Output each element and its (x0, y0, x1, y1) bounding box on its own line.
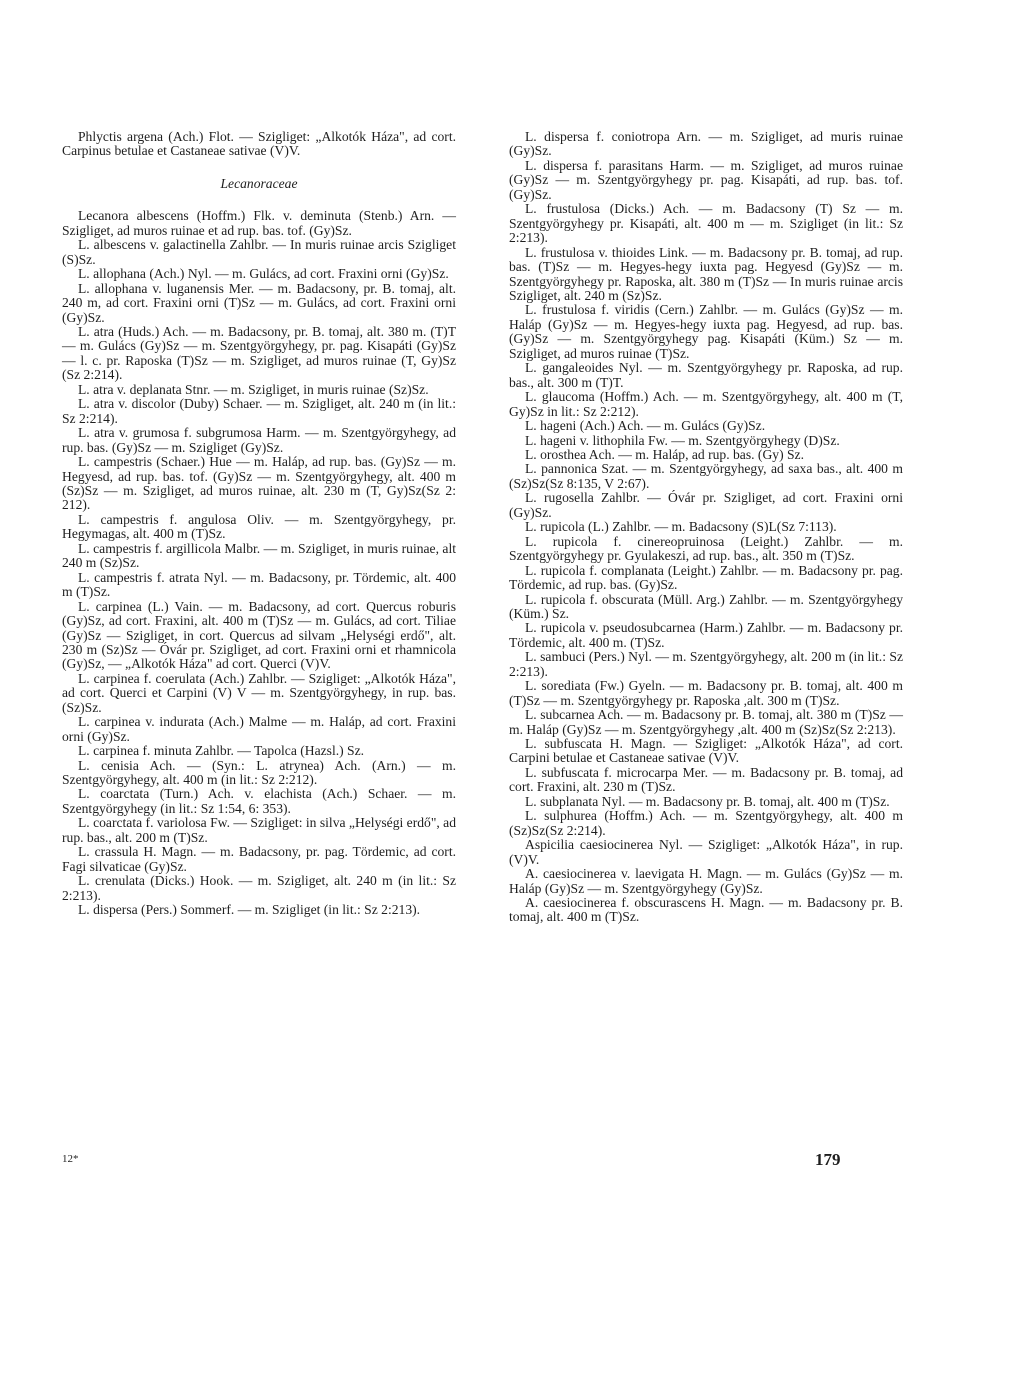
species-entry: Lecanora albescens (Hoffm.) Flk. v. deminuta (Stenb.) Arn. — Szigliget, ad muros ruinae et ad rup. bas. tof. (Gy)Sz. (62, 208, 456, 238)
species-entry: L. rupicola v. pseudosubcarnea (Harm.) Zahlbr. — m. Badacsony pr. Tördemic, alt. 400 m. (T)Sz. (509, 620, 903, 650)
species-entry: L. atra v. grumosa f. subgrumosa Harm. — m. Szentgyörgyhegy, ad rup. bas. (Gy)Sz — m. Szigliget (Gy)Sz. (62, 425, 456, 455)
species-entry: L. rupicola f. cinereopruinosa (Leight.) Zahlbr. — m. Szentgyörgyhegy pr. Gyulakeszi, ad rup. bas., alt. 350 m (T)Sz. (509, 533, 903, 564)
species-entry: L. frustulosa v. thioides Link. — m. Badacsony pr. B. tomaj, ad rup. bas. (T)Sz — m. Hegyes-hegy iuxta pag. Hegyesd (Gy)Sz — m. Szentgyörgyhegy pr. Raposka, alt. 380 m (T)Sz — In muris ruinae arcis Szigliget, alt. 240 m (Sz)Sz. (509, 244, 903, 303)
species-entry: L. crenulata (Dicks.) Hook. — m. Szigliget, alt. 240 m (in lit.: Sz 2:213). (62, 873, 456, 903)
right-entry-list (509, 130, 903, 925)
species-entry: A. caesiocinerea f. obscurascens H. Magn. — m. Badacsony pr. B. tomaj, alt. 400 m (T)Sz. (509, 895, 903, 925)
page-number: 179 (815, 1150, 841, 1169)
species-entry: Aspicilia caesiocinerea Nyl. — Szigliget: „Alkotók Háza", in rup. (V)V. (509, 837, 903, 867)
species-entry: L. hageni v. lithophila Fw. — m. Szentgyörgyhegy (D)Sz. (525, 432, 840, 448)
species-entry: L. rupicola f. obscurata (Müll. Arg.) Zahlbr. — m. Szentgyörgyhegy (Küm.) Sz. (509, 591, 903, 621)
species-entry: L. cenisia Ach. — (Syn.: L. atrynea) Ach. (Arn.) — m. Szentgyörgyhegy, alt. 400 m (in lit.: Sz 2:212). (62, 757, 456, 788)
section-heading: Lecanoraceae (220, 175, 298, 191)
species-entry: L. dispersa f. coniotropa Arn. — m. Szigliget, ad muris ruinae (Gy)Sz. (509, 129, 903, 159)
species-entry: L. frustulosa (Dicks.) Ach. — m. Badacsony (T) Sz — m. Szentgyörgyhegy pr. Kisapáti, alt. 400 m — m. Szigliget (in lit.: Sz 2:213). (509, 201, 903, 246)
species-entry: L. sulphurea (Hoffm.) Ach. — m. Szentgyörgyhegy, alt. 400 m (Sz)Sz(Sz 2:214). (509, 808, 903, 838)
species-entry: L. dispersa (Pers.) Sommerf. — m. Szigliget (in lit.: Sz 2:213). (78, 902, 421, 918)
species-entry: L. sambuci (Pers.) Nyl. — m. Szentgyörgyhegy, alt. 200 m (in lit.: Sz 2:213). (509, 649, 903, 679)
species-entry: L. sorediata (Fw.) Gyeln. — m. Badacsony pr. B. tomaj, alt. 400 m (T)Sz — m. Szentgyörgyhegy pr. Raposka ,alt. 300 m (T)Sz. (509, 678, 903, 708)
left-entry-list (62, 209, 456, 917)
species-entry: L. allophana (Ach.) Nyl. — m. Gulács, ad cort. Fraxini orni (Gy)Sz. (78, 266, 449, 282)
species-entry: L. subplanata Nyl. — m. Badacsony pr. B. tomaj, alt. 400 m (T)Sz. (525, 793, 890, 809)
species-entry: L. campestris (Schaer.) Hue — m. Haláp, ad rup. bas. (Gy)Sz — m. Hegyesd, ad rup. bas. tof. (Gy)Sz — m. Szentgyörgyhegy, alt. 400 m (Sz)Sz — m. Szigliget, ad muros ruinae, alt. 230 m (T, Gy)Sz(Sz 2: 212). (62, 454, 456, 513)
species-entry: L. frustulosa f. viridis (Cern.) Zahlbr. — m. Gulács (Gy)Sz — m. Haláp (Gy)Sz — m. Hegyes-hegy iuxta pag. Hegyesd, ad rup. bas. (Gy)Sz — m. Szentgyörgyhegy pag. Kisapáti (Küm.) Sz — m. Szigliget, ad muros ruinae (T)Sz. (509, 302, 903, 361)
species-entry: L. carpinea f. minuta Zahlbr. — Tapolca (Hazsl.) Sz. (78, 743, 365, 759)
species-entry: L. orosthea Ach. — m. Haláp, ad rup. bas. (Gy) Sz. (525, 446, 804, 462)
species-entry: L. atra (Huds.) Ach. — m. Badacsony, pr. B. tomaj, alt. 380 m. (T)T — m. Gulács (Gy)Sz — m. Szentgyörgyhegy, pr. pag. Kisapáti (Gy)Sz — l. c. pr. Raposka (T)Sz — m. Szigliget, ad muros ruinae (T, Gy)Sz (Sz 2:214). (62, 323, 456, 383)
species-entry: L. subcarnea Ach. — m. Badacsony pr. B. tomaj, alt. 380 m (T)Sz — m. Haláp (Gy)Sz — m. Szentgyörgyhegy ,alt. 400 m (Sz)Sz(Sz 2:213). (509, 707, 903, 737)
species-entry: L. coarctata f. variolosa Fw. — Szigliget: in silva „Helységi erdő", ad rup. bas., alt. 200 m (T)Sz. (62, 815, 457, 845)
species-entry: L. atra v. discolor (Duby) Schaer. — m. Szigliget, alt. 240 m (in lit.: Sz 2:214). (62, 396, 456, 426)
species-entry: L. rupicola f. complanata (Leight.) Zahlbr. — m. Badacsony pr. pag. Tördemic, ad rup. bas. (Gy)Sz. (509, 562, 903, 593)
species-entry: L. albescens v. galactinella Zahlbr. — In muris ruinae arcis Szigliget (S)Sz. (62, 237, 456, 267)
species-entry: L. gangaleoides Nyl. — m. Szentgyörgyhegy pr. Raposka, ad rup. bas., alt. 300 m (T)T. (509, 360, 903, 390)
species-entry: L. subfuscata f. microcarpa Mer. — m. Badacsony pr. B. tomaj, ad cort. Fraxini, alt. 230 m (T)Sz. (509, 764, 903, 795)
species-entry: L. subfuscata H. Magn. — Szigliget: „Alkotók Háza", ad cort. Carpini betulae et Castaneae sativae (V)V. (509, 736, 903, 766)
species-entry: L. coarctata (Turn.) Ach. v. elachista (Ach.) Schaer. — m. Szentgyörgyhegy (in lit.: Sz 1:54, 6: 353). (62, 786, 456, 816)
species-entry: L. carpinea v. indurata (Ach.) Malme — m. Haláp, ad cort. Fraxini orni (Gy)Sz. (62, 714, 456, 744)
species-entry: L. atra v. deplanata Stnr. — m. Szigliget, in muris ruinae (Sz)Sz. (78, 381, 429, 397)
species-entry: L. hageni (Ach.) Ach. — m. Gulács (Gy)Sz. (525, 418, 766, 434)
printer-signature: 12* (62, 1153, 79, 1165)
species-entry: L. crassula H. Magn. — m. Badacsony, pr. pag. Tördemic, ad cort. Fagi silvaticae (Gy)Sz. (62, 844, 456, 874)
species-entry: L. glaucoma (Hoffm.) Ach. — m. Szentgyörgyhegy, alt. 400 m (T, Gy)Sz in lit.: Sz 2:212). (509, 389, 903, 419)
left-column (62, 130, 456, 918)
species-entry: L. dispersa f. parasitans Harm. — m. Szigliget, ad muros ruinae (Gy)Sz — m. Szentgyörgyhegy pr. pag. Kisapáti, ad rup. bas. tof. (Gy)Sz. (509, 157, 903, 202)
species-entry: L. carpinea (L.) Vain. — m. Badacsony, ad cort. Quercus roburis (Gy)Sz, ad cort. Fraxini, alt. 400 m (T)Sz — m. Gulács, ad cort. Tiliae (Gy)Sz — Szigliget, in cort. Quercus ad silvam „Helységi erdő", alt. 230 m (Sz)Sz — Óvár pr. Szigliget, ad cort. Fraxini orni et rhamnicola (Gy)Sz, — „Alkotók Háza" ad cort. Querci (V)V. (62, 598, 456, 672)
right-column (509, 130, 903, 925)
species-entry: L. allophana v. luganensis Mer. — m. Badacsony, pr. B. tomaj, alt. 240 m, ad cort. Fraxini orni (T)Sz — m. Gulács, ad cort. Fraxini orni (Gy)Sz. (62, 280, 456, 325)
species-entry: L. rupicola (L.) Zahlbr. — m. Badacsony (S)L(Sz 7:113). (525, 519, 837, 535)
species-entry: L. rugosella Zahlbr. — Óvár pr. Szigliget, ad cort. Fraxini orni (Gy)Sz. (509, 490, 903, 520)
species-entry: L. pannonica Szat. — m. Szentgyörgyhegy, ad saxa bas., alt. 400 m (Sz)Sz(Sz 8:135, V 2:67). (509, 461, 903, 491)
species-entry: A. caesiocinerea v. laevigata H. Magn. — m. Gulács (Gy)Sz — m. Haláp (Gy)Sz — m. Szentgyörgyhegy (Gy)Sz. (509, 866, 903, 896)
species-entry: L. carpinea f. coerulata (Ach.) Zahlbr. — Szigliget: „Alkotók Háza", ad cort. Querci et Carpini (V) V — m. Szentgyörgyhegy, in rup. bas. (Sz)Sz. (62, 670, 456, 715)
species-entry: L. campestris f. atrata Nyl. — m. Badacsony, pr. Tördemic, alt. 400 m (T)Sz. (62, 569, 456, 600)
species-entry: L. campestris f. angulosa Oliv. — m. Szentgyörgyhegy, pr. Hegymagas, alt. 400 m (T)Sz. (62, 511, 456, 542)
intro-entry: Phlyctis argena (Ach.) Flot. — Szigliget: „Alkotók Háza", ad cort. Carpinus betulae et Castaneae sativae (V)V. (62, 129, 456, 159)
species-entry: L. campestris f. argillicola Malbr. — m. Szigliget, in muris ruinae, alt 240 m (Sz)Sz. (62, 540, 456, 571)
